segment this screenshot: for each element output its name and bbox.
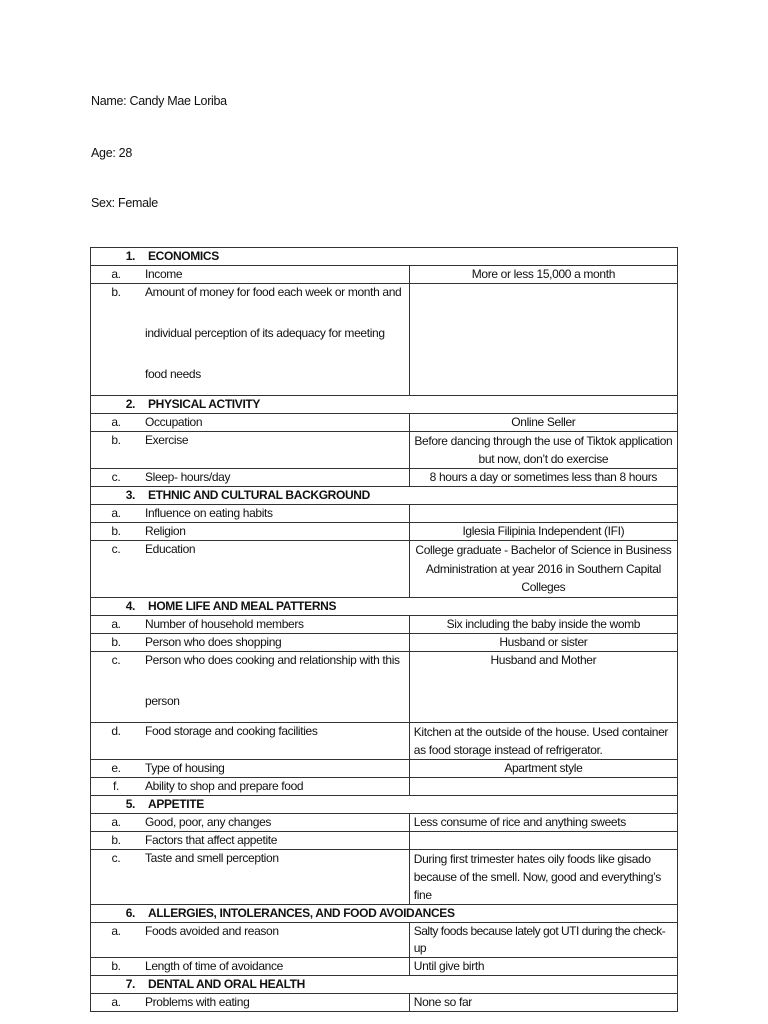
row-answer: Online Seller bbox=[409, 414, 677, 432]
table-row bbox=[91, 993, 678, 1011]
table-row bbox=[91, 849, 678, 904]
row-answer: Iglesia Filipinia Independent (IFI) bbox=[409, 523, 677, 541]
row-question: Exercise bbox=[141, 432, 409, 469]
row-question: Occupation bbox=[141, 414, 409, 432]
table-row bbox=[91, 651, 678, 722]
row-letter: b. bbox=[91, 432, 142, 469]
row-question: Person who does cooking and relationship with this person bbox=[141, 651, 409, 722]
table-row bbox=[91, 722, 678, 759]
row-question: Ability to shop and prepare food bbox=[141, 777, 409, 795]
row-answer: Kitchen at the outside of the house. Used container as food storage instead of refrigerator. bbox=[409, 722, 677, 759]
section-number: 6. bbox=[91, 904, 142, 922]
row-answer bbox=[409, 777, 677, 795]
section-number: 3. bbox=[91, 487, 142, 505]
row-letter: a. bbox=[91, 615, 142, 633]
row-question: Problems with eating bbox=[141, 993, 409, 1011]
row-letter: a. bbox=[91, 505, 142, 523]
row-letter: a. bbox=[91, 266, 142, 284]
section-header bbox=[91, 248, 678, 266]
row-answer bbox=[409, 831, 677, 849]
table-row bbox=[91, 432, 678, 469]
row-question: Type of housing bbox=[141, 759, 409, 777]
assessment-table bbox=[90, 247, 678, 1012]
row-letter: b. bbox=[91, 633, 142, 651]
section-header bbox=[91, 597, 678, 615]
table-row bbox=[91, 777, 678, 795]
row-answer: None so far bbox=[409, 993, 677, 1011]
row-answer: Husband or sister bbox=[409, 633, 677, 651]
table-row bbox=[91, 284, 678, 396]
section-title: DENTAL AND ORAL HEALTH bbox=[141, 975, 678, 993]
patient-sex: Sex: Female bbox=[91, 196, 158, 210]
patient-age: Age: 28 bbox=[91, 146, 132, 160]
row-letter: d. bbox=[91, 722, 142, 759]
row-letter: b. bbox=[91, 957, 142, 975]
row-answer: Husband and Mother bbox=[409, 651, 677, 722]
table-row bbox=[91, 541, 678, 598]
section-header bbox=[91, 904, 678, 922]
row-answer: During first trimester hates oily foods like gisado because of the smell. Now, good and everything’s fine bbox=[409, 849, 677, 904]
table-row bbox=[91, 922, 678, 957]
row-question: Foods avoided and reason bbox=[141, 922, 409, 957]
section-title: ETHNIC AND CULTURAL BACKGROUND bbox=[141, 487, 678, 505]
row-letter: a. bbox=[91, 813, 142, 831]
row-question: Income bbox=[141, 266, 409, 284]
row-letter: a. bbox=[91, 414, 142, 432]
row-letter: a. bbox=[91, 993, 142, 1011]
row-letter: b. bbox=[91, 284, 142, 396]
row-answer bbox=[409, 505, 677, 523]
section-number: 1. bbox=[91, 248, 142, 266]
section-number: 5. bbox=[91, 795, 142, 813]
row-question: Taste and smell perception bbox=[141, 849, 409, 904]
table-row bbox=[91, 615, 678, 633]
section-title: ECONOMICS bbox=[141, 248, 678, 266]
section-number: 7. bbox=[91, 975, 142, 993]
section-title: ALLERGIES, INTOLERANCES, AND FOOD AVOIDANCES bbox=[141, 904, 678, 922]
row-answer: Less consume of rice and anything sweets bbox=[409, 813, 677, 831]
row-answer: College graduate - Bachelor of Science in Business Administration at year 2016 in Southern Capital Colleges bbox=[409, 541, 677, 598]
section-title: APPETITE bbox=[141, 795, 678, 813]
row-question: Person who does shopping bbox=[141, 633, 409, 651]
row-letter: c. bbox=[91, 849, 142, 904]
patient-name: Name: Candy Mae Loriba bbox=[91, 94, 227, 108]
row-answer: Apartment style bbox=[409, 759, 677, 777]
row-letter: c. bbox=[91, 541, 142, 598]
row-answer: Until give birth bbox=[409, 957, 677, 975]
row-question: Amount of money for food each week or month and individual perception of its adequacy for meeting food needs bbox=[141, 284, 409, 396]
row-answer: Before dancing through the use of Tiktok application but now, don’t do exercise bbox=[409, 432, 677, 469]
section-header bbox=[91, 975, 678, 993]
table-row bbox=[91, 414, 678, 432]
table-row bbox=[91, 523, 678, 541]
table-row bbox=[91, 957, 678, 975]
row-question: Number of household members bbox=[141, 615, 409, 633]
table-row bbox=[91, 505, 678, 523]
section-number: 2. bbox=[91, 396, 142, 414]
table-row bbox=[91, 831, 678, 849]
row-answer bbox=[409, 284, 677, 396]
row-question: Sleep- hours/day bbox=[141, 469, 409, 487]
section-title: PHYSICAL ACTIVITY bbox=[141, 396, 678, 414]
section-header bbox=[91, 795, 678, 813]
row-letter: a. bbox=[91, 922, 142, 957]
section-title: HOME LIFE AND MEAL PATTERNS bbox=[141, 597, 678, 615]
row-answer: Six including the baby inside the womb bbox=[409, 615, 677, 633]
row-letter: e. bbox=[91, 759, 142, 777]
row-answer: Salty foods because lately got UTI during the check-up bbox=[409, 922, 677, 957]
row-question: Influence on eating habits bbox=[141, 505, 409, 523]
row-question: Education bbox=[141, 541, 409, 598]
row-question: Factors that affect appetite bbox=[141, 831, 409, 849]
row-question: Food storage and cooking facilities bbox=[141, 722, 409, 759]
row-letter: c. bbox=[91, 469, 142, 487]
row-question: Length of time of avoidance bbox=[141, 957, 409, 975]
row-letter: c. bbox=[91, 651, 142, 722]
table-row bbox=[91, 759, 678, 777]
table-row bbox=[91, 469, 678, 487]
row-answer: More or less 15,000 a month bbox=[409, 266, 677, 284]
row-answer: 8 hours a day or sometimes less than 8 hours bbox=[409, 469, 677, 487]
section-header bbox=[91, 487, 678, 505]
section-number: 4. bbox=[91, 597, 142, 615]
table-row bbox=[91, 813, 678, 831]
row-letter: b. bbox=[91, 831, 142, 849]
section-header bbox=[91, 396, 678, 414]
row-letter: b. bbox=[91, 523, 142, 541]
row-letter: f. bbox=[91, 777, 142, 795]
row-question: Religion bbox=[141, 523, 409, 541]
row-question: Good, poor, any changes bbox=[141, 813, 409, 831]
